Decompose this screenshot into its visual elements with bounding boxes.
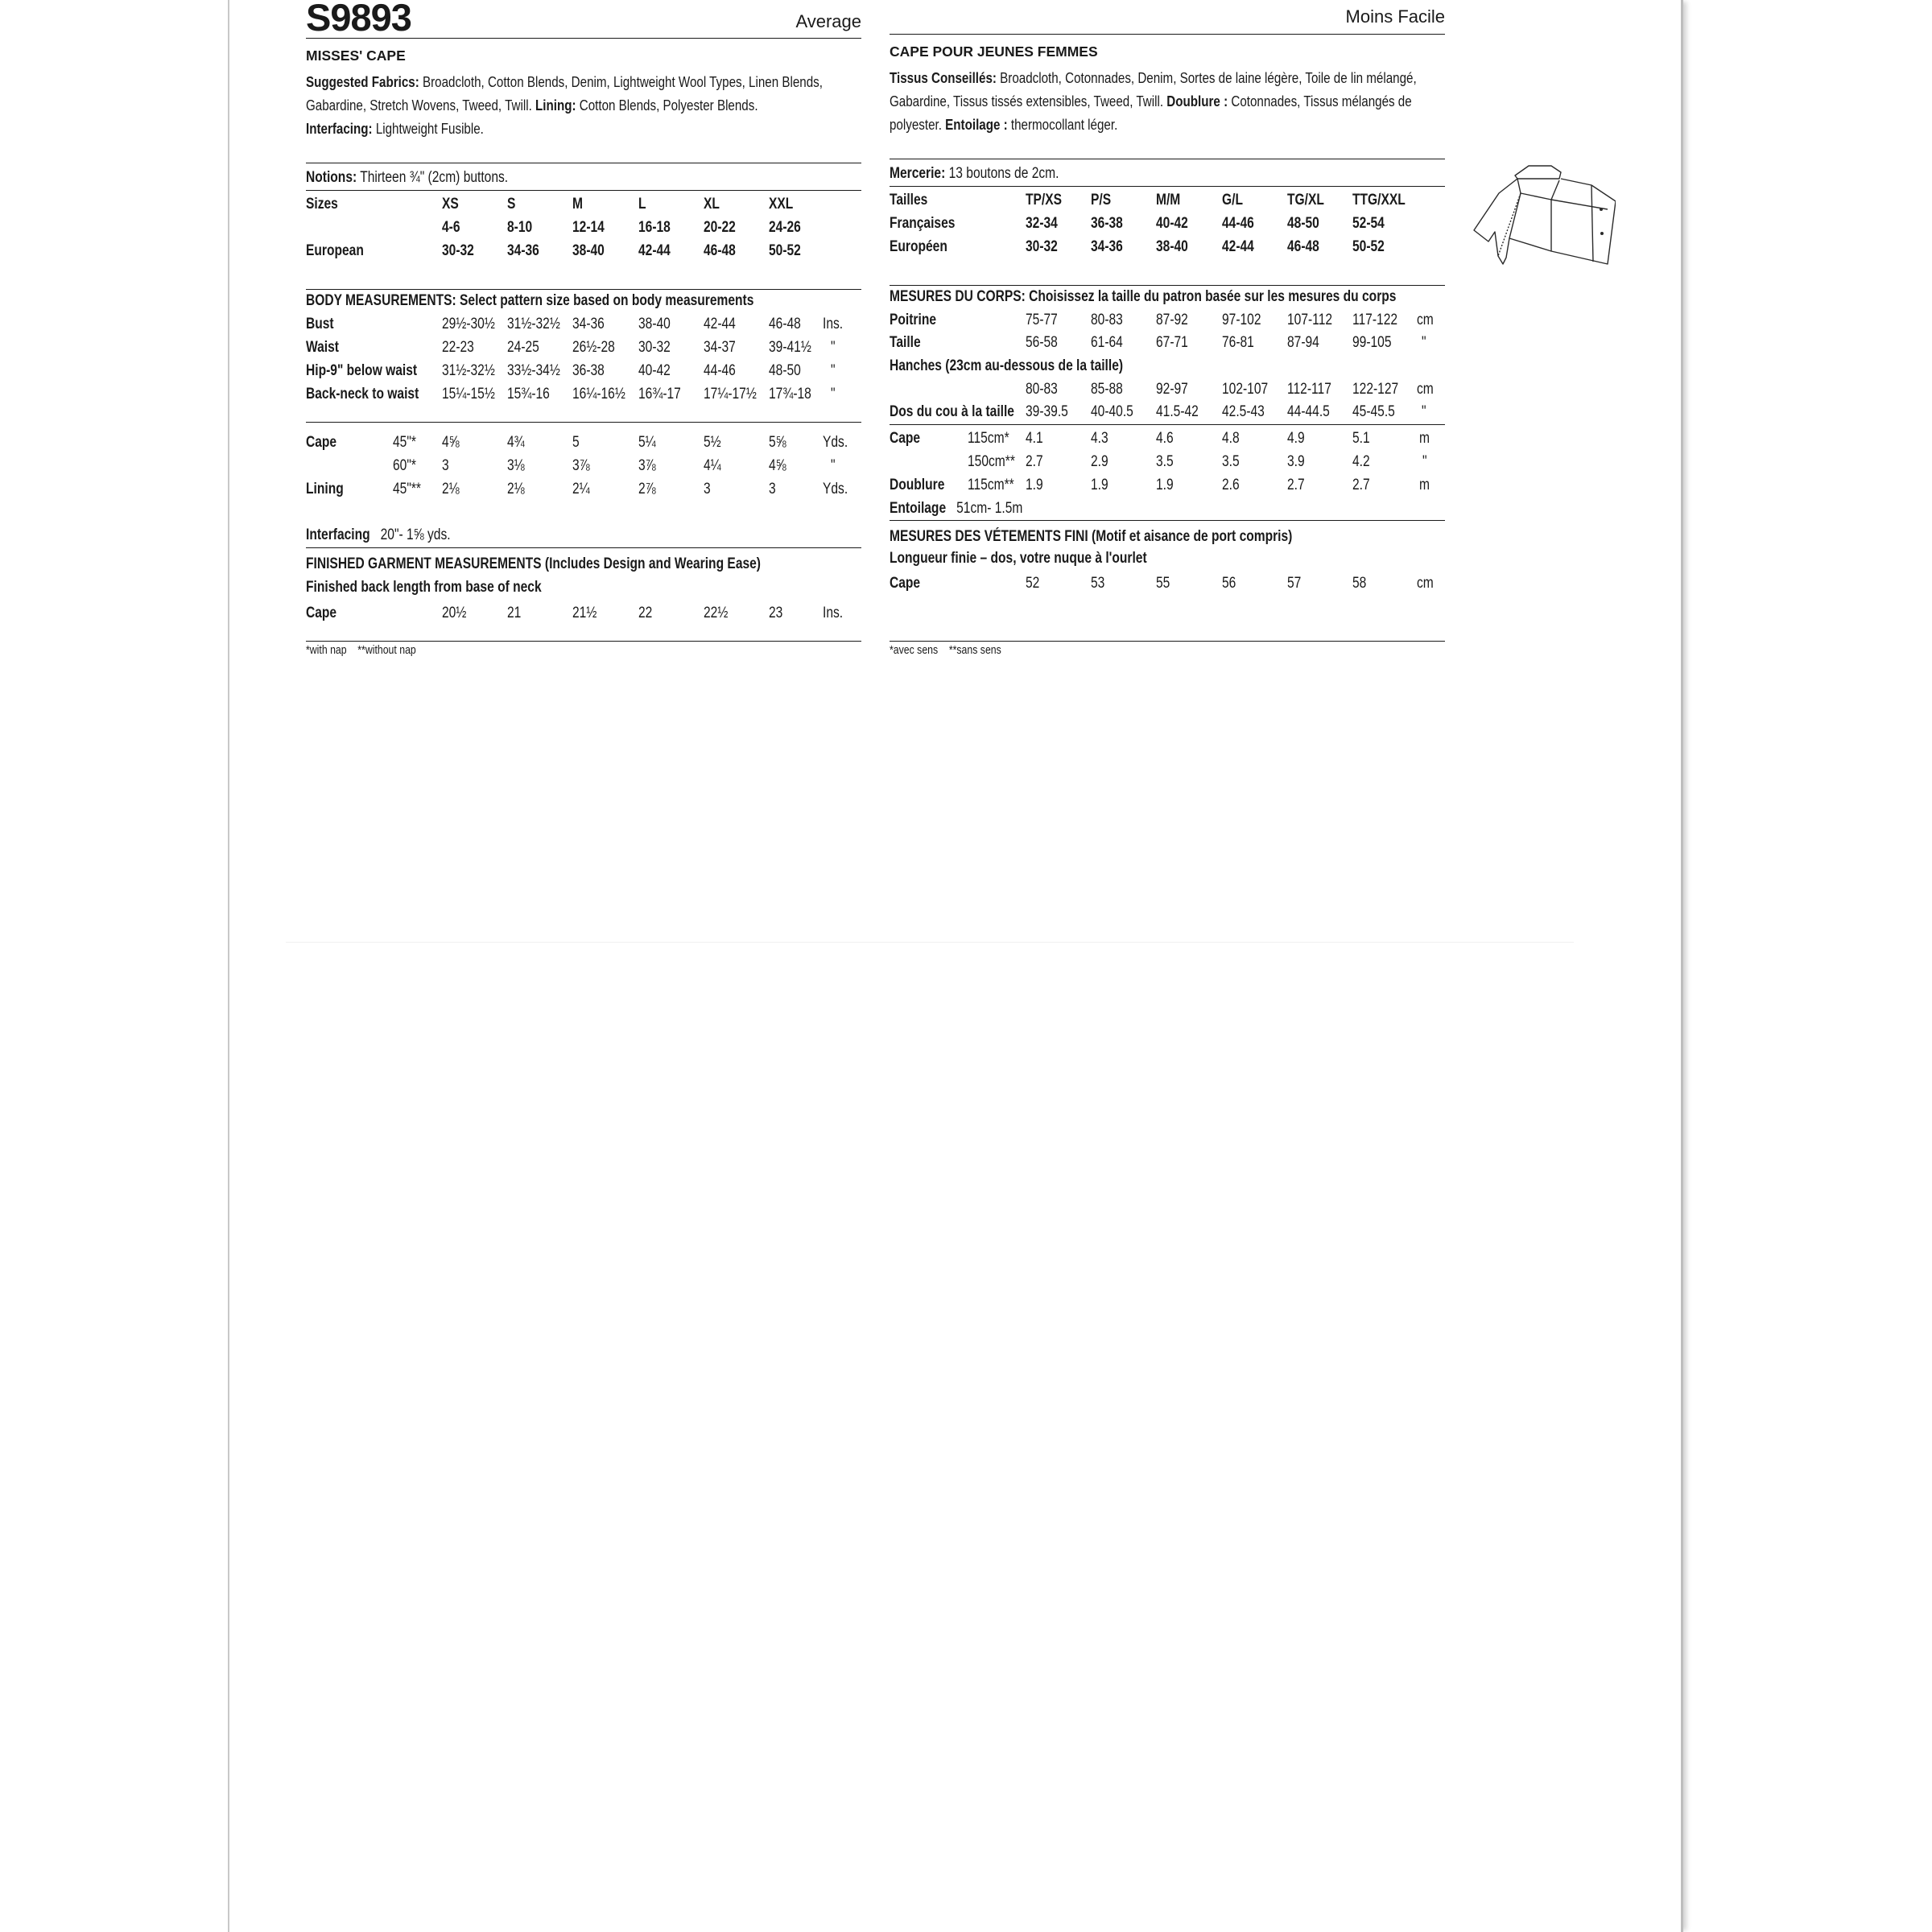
interfacing-text: thermocollant léger.: [1007, 116, 1118, 133]
size-value: 34-37: [704, 339, 736, 356]
size-value: 5: [572, 434, 580, 451]
unit-label: cm: [1417, 381, 1434, 398]
unit-label: ": [831, 386, 836, 402]
row-label: Cape: [890, 575, 921, 592]
size-value: 44-44.5: [1287, 403, 1330, 420]
size-value: XXL: [769, 196, 794, 213]
size-value: 23: [769, 605, 783, 621]
size-value: 36-38: [572, 362, 605, 379]
size-value: 3.5: [1222, 453, 1240, 470]
finished-heading: FINISHED GARMENT MEASUREMENTS (Includes Design and Wearing Ease): [306, 555, 762, 572]
row-label: Lining: [306, 481, 344, 497]
row-label: Cape: [306, 605, 337, 621]
size-value: 53: [1091, 575, 1105, 592]
section-title: MISSES' CAPE: [306, 47, 406, 64]
size-value: 1.9: [1156, 477, 1174, 493]
pattern-number: S9893: [306, 0, 411, 39]
unit-label: cm: [1417, 312, 1434, 328]
notions-text: Thirteen ¾" (2cm) buttons.: [357, 169, 509, 186]
difficulty-level: Moins Facile: [1345, 6, 1445, 27]
size-value: 26½-28: [572, 339, 615, 356]
size-value: 45-45.5: [1352, 403, 1395, 420]
difficulty-level: Average: [795, 11, 861, 31]
size-value: 99-105: [1352, 334, 1392, 351]
european-label: European: [306, 242, 364, 259]
divider: [286, 942, 1574, 943]
size-value: 34-36: [507, 242, 539, 259]
lining-text: Cotton Blends, Polyester Blends.: [576, 97, 758, 114]
size-value: 61-64: [1091, 334, 1123, 351]
size-value: 38-40: [572, 242, 605, 259]
size-value: 2.9: [1091, 453, 1108, 470]
row-label: Poitrine: [890, 312, 937, 328]
size-value: 4.6: [1156, 430, 1174, 447]
sizes-label: Tailles: [890, 192, 928, 208]
size-value: 42-44: [704, 316, 736, 332]
unit-label: Yds.: [823, 434, 848, 451]
size-value: L: [638, 196, 646, 213]
size-value: 44-46: [1222, 215, 1254, 232]
divider: [306, 547, 861, 548]
row-label: Dos du cou à la taille: [890, 403, 1014, 420]
divider: [890, 186, 1445, 187]
size-value: 3: [442, 457, 449, 474]
fabrics-label: Tissus Conseillés:: [890, 69, 997, 86]
size-value: 38-40: [1156, 238, 1188, 255]
size-value: 55: [1156, 575, 1170, 592]
francaises-label: Françaises: [890, 215, 956, 232]
size-value: 3: [769, 481, 776, 497]
hips-label: Hanches (23cm au-dessous de la taille): [890, 357, 1124, 374]
size-value: 112-117: [1287, 381, 1331, 398]
size-value: 2.7: [1026, 453, 1043, 470]
size-value: 30-32: [1026, 238, 1058, 255]
size-value: 75-77: [1026, 312, 1058, 328]
size-value: 52: [1026, 575, 1040, 592]
size-value: 85-88: [1091, 381, 1123, 398]
divider: [890, 285, 1445, 286]
fabrics-label: Suggested Fabrics:: [306, 73, 419, 90]
divider: [890, 641, 1445, 642]
finished-subheading: Longueur finie – dos, votre nuque à l'ourlet: [890, 550, 1147, 567]
divider: [306, 422, 861, 423]
european-label: Européen: [890, 238, 947, 255]
interfacing-label: Entoilage :: [945, 116, 1008, 133]
size-value: 12-14: [572, 219, 605, 236]
size-value: 22-23: [442, 339, 474, 356]
size-value: 8-10: [507, 219, 533, 236]
size-value: 4.8: [1222, 430, 1240, 447]
interfacing-row: Interfacing 20"- 1⅝ yds.: [306, 526, 451, 543]
size-value: 46-48: [769, 316, 801, 332]
size-value: 107-112: [1287, 312, 1333, 328]
interfacing-text: Lightweight Fusible.: [372, 120, 484, 137]
size-value: 4.3: [1091, 430, 1108, 447]
unit-label: m: [1419, 430, 1430, 447]
fabric-width: 115cm*: [968, 430, 1009, 447]
size-value: 4.9: [1287, 430, 1305, 447]
size-value: 16¼-16½: [572, 386, 625, 402]
size-value: G/L: [1222, 192, 1243, 208]
row-label: Doublure: [890, 477, 945, 493]
unit-label: m: [1419, 477, 1430, 493]
interfacing-label: Interfacing:: [306, 120, 373, 137]
cape-illustration-icon: [1471, 161, 1616, 274]
sizes-label: Sizes: [306, 196, 338, 213]
unit-label: cm: [1417, 575, 1434, 592]
divider: [890, 34, 1445, 35]
row-label: Cape: [890, 430, 921, 447]
fabric-width: 150cm**: [968, 453, 1015, 470]
unit-label: Yds.: [823, 481, 848, 497]
size-value: 4¾: [507, 434, 525, 451]
size-value: 4¼: [704, 457, 721, 474]
size-value: 4.2: [1352, 453, 1370, 470]
size-value: 4⅝: [769, 457, 786, 474]
size-value: 4-6: [442, 219, 460, 236]
size-value: 57: [1287, 575, 1302, 592]
size-value: 67-71: [1156, 334, 1188, 351]
unit-label: ": [831, 339, 836, 356]
size-value: TTG/XXL: [1352, 192, 1406, 208]
unit-label: ": [831, 457, 836, 474]
size-value: 50-52: [769, 242, 801, 259]
size-value: 36-38: [1091, 215, 1123, 232]
size-value: 2⅛: [507, 481, 525, 497]
size-value: 22: [638, 605, 653, 621]
size-value: 3⅞: [572, 457, 590, 474]
size-value: 46-48: [1287, 238, 1319, 255]
size-value: 20-22: [704, 219, 736, 236]
size-value: TG/XL: [1287, 192, 1324, 208]
size-value: 87-94: [1287, 334, 1319, 351]
unit-label: ": [831, 362, 836, 379]
size-value: 21: [507, 605, 522, 621]
footnote: *avec sens **sans sens: [890, 643, 1001, 657]
size-value: 122-127: [1352, 381, 1399, 398]
size-value: 3: [704, 481, 711, 497]
size-value: 1.9: [1026, 477, 1043, 493]
divider: [306, 190, 861, 191]
size-value: 42-44: [1222, 238, 1254, 255]
size-value: 102-107: [1222, 381, 1269, 398]
notions-label: Notions:: [306, 169, 357, 186]
fabrics-text: Broadcloth, Cotton Blends, Denim, Lightweight Wool Types, Linen Blends, Gabardine, Stretch Wovens, Tweed, Twill.: [306, 73, 823, 114]
section-title: CAPE POUR JEUNES FEMMES: [890, 43, 1098, 60]
size-value: M/M: [1156, 192, 1181, 208]
notions: [306, 169, 552, 187]
size-value: XS: [442, 196, 459, 213]
divider: [306, 289, 861, 290]
size-value: 41.5-42: [1156, 403, 1199, 420]
body-measurements-heading: BODY MEASUREMENTS: Select pattern size based on body measurements: [306, 292, 754, 309]
unit-label: Ins.: [823, 316, 844, 332]
size-value: 46-48: [704, 242, 736, 259]
size-value: P/S: [1091, 192, 1112, 208]
size-value: 16¾-17: [638, 386, 681, 402]
size-value: 5⅝: [769, 434, 786, 451]
size-value: 30-32: [442, 242, 474, 259]
size-value: 39-39.5: [1026, 403, 1068, 420]
lining-label: Lining:: [535, 97, 576, 114]
divider: [306, 641, 861, 642]
size-value: 38-40: [638, 316, 671, 332]
size-value: 4⅝: [442, 434, 460, 451]
size-value: XL: [704, 196, 720, 213]
size-value: 42.5-43: [1222, 403, 1265, 420]
interfacing-row: Entoilage 51cm- 1.5m: [890, 500, 1023, 517]
size-value: 31½-32½: [442, 362, 495, 379]
unit-label: ": [1422, 403, 1426, 420]
divider: [890, 520, 1445, 521]
size-value: 24-26: [769, 219, 801, 236]
finished-heading: MESURES DES VÉTEMENTS FINI (Motif et aisance de port compris): [890, 528, 1293, 545]
size-value: 16-18: [638, 219, 671, 236]
size-value: 15¾-16: [507, 386, 550, 402]
size-value: 52-54: [1352, 215, 1385, 232]
size-value: 1.9: [1091, 477, 1108, 493]
size-value: 40-42: [1156, 215, 1188, 232]
fabric-width: 45"**: [393, 481, 421, 497]
row-label: Taille: [890, 334, 921, 351]
row-label: Back-neck to waist: [306, 386, 419, 402]
size-value: 5¼: [638, 434, 656, 451]
size-value: S: [507, 196, 516, 213]
footnote: *with nap **without nap: [306, 643, 416, 657]
size-value: 50-52: [1352, 238, 1385, 255]
size-value: M: [572, 196, 583, 213]
size-value: 33½-34½: [507, 362, 560, 379]
size-value: 80-83: [1091, 312, 1123, 328]
size-value: 21½: [572, 605, 597, 621]
fabric-width: 45"*: [393, 434, 416, 451]
notions: [890, 165, 1096, 183]
suggested-fabrics: [890, 66, 1445, 136]
row-label: Bust: [306, 316, 334, 332]
size-value: 3.9: [1287, 453, 1305, 470]
size-value: 76-81: [1222, 334, 1254, 351]
size-value: 48-50: [1287, 215, 1319, 232]
size-value: 40-40.5: [1091, 403, 1133, 420]
size-value: 34-36: [572, 316, 605, 332]
size-value: 2.7: [1287, 477, 1305, 493]
pattern-sheet: [228, 0, 1683, 1932]
size-value: 15¼-15½: [442, 386, 495, 402]
size-value: 3⅞: [638, 457, 656, 474]
size-value: 5.1: [1352, 430, 1370, 447]
size-value: 2⅛: [442, 481, 460, 497]
size-value: 22½: [704, 605, 729, 621]
size-value: 56: [1222, 575, 1236, 592]
unit-label: ": [1422, 334, 1426, 351]
row-label: Cape: [306, 434, 337, 451]
size-value: 97-102: [1222, 312, 1261, 328]
divider: [306, 38, 861, 39]
suggested-fabrics: [306, 70, 861, 140]
size-value: 17¼-17½: [704, 386, 757, 402]
fabrics-text: Broadcloth, Cotonnades, Denim, Sortes de laine légère, Toile de lin mélangé, Gabardine, Tissus tissés extensibles, Tweed, Twill.: [890, 69, 1417, 109]
size-value: TP/XS: [1026, 192, 1063, 208]
size-value: 3⅛: [507, 457, 525, 474]
size-value: 5½: [704, 434, 721, 451]
size-value: 48-50: [769, 362, 801, 379]
size-value: 2⅞: [638, 481, 656, 497]
size-value: 92-97: [1156, 381, 1188, 398]
size-value: 2¼: [572, 481, 590, 497]
divider: [890, 424, 1445, 425]
size-value: 32-34: [1026, 215, 1058, 232]
size-value: 58: [1352, 575, 1367, 592]
row-label: Waist: [306, 339, 339, 356]
size-value: 42-44: [638, 242, 671, 259]
size-value: 56-58: [1026, 334, 1058, 351]
size-value: 17¾-18: [769, 386, 811, 402]
notions-label: Mercerie:: [890, 165, 946, 182]
size-value: 39-41½: [769, 339, 811, 356]
size-value: 30-32: [638, 339, 671, 356]
size-value: 44-46: [704, 362, 736, 379]
fabric-width: 60"*: [393, 457, 416, 474]
lining-text: Cotonnades, Tissus mélangés de polyester.: [890, 93, 1412, 133]
size-value: 2.6: [1222, 477, 1240, 493]
size-value: 20½: [442, 605, 467, 621]
size-value: 3.5: [1156, 453, 1174, 470]
size-value: 40-42: [638, 362, 671, 379]
size-value: 117-122: [1352, 312, 1398, 328]
row-label: Hip-9" below waist: [306, 362, 418, 379]
size-value: 31½-32½: [507, 316, 560, 332]
size-value: 34-36: [1091, 238, 1123, 255]
notions-text: 13 boutons de 2cm.: [945, 165, 1059, 182]
size-value: 87-92: [1156, 312, 1188, 328]
size-value: 24-25: [507, 339, 539, 356]
size-value: 4.1: [1026, 430, 1043, 447]
unit-label: ": [1422, 453, 1427, 470]
size-value: 80-83: [1026, 381, 1058, 398]
fabric-width: 115cm**: [968, 477, 1014, 493]
size-value: 29½-30½: [442, 316, 495, 332]
unit-label: Ins.: [823, 605, 844, 621]
lining-label: Doublure :: [1166, 93, 1228, 109]
size-value: 2.7: [1352, 477, 1370, 493]
body-measurements-heading: MESURES DU CORPS: Choisissez la taille du patron basée sur les mesures du corps: [890, 288, 1397, 305]
finished-subheading: Finished back length from base of neck: [306, 579, 542, 596]
